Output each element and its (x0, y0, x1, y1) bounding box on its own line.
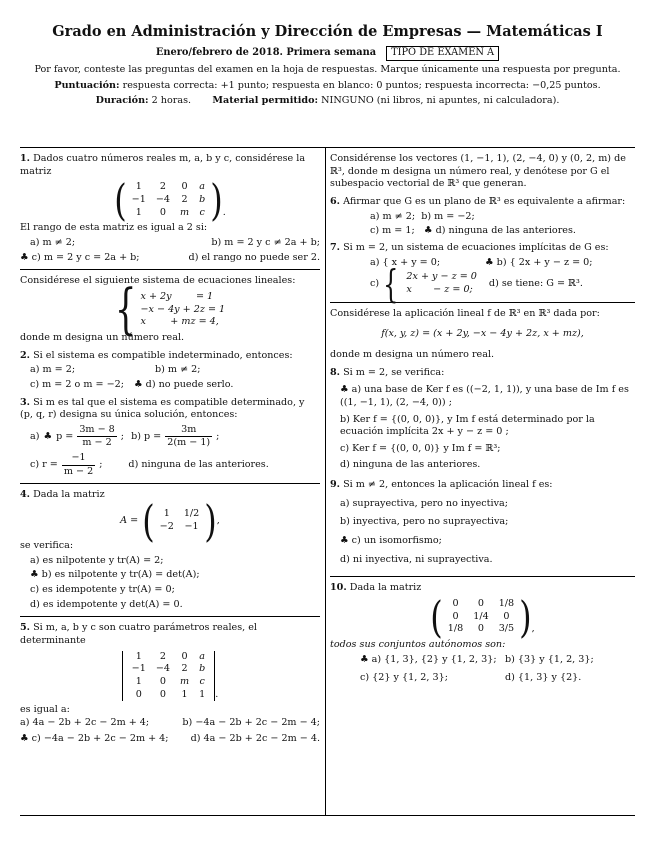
m5-cell: 2 (181, 663, 188, 675)
system-row-2: −x − 4y + 2z = 1 (140, 303, 226, 315)
m5-cell: 0 (181, 650, 188, 662)
m5-cell: 1 (181, 688, 188, 700)
m10-cell: 1/8 (498, 598, 515, 610)
m4-cell: −1 (184, 521, 199, 533)
q8-text: Si m = 2, se verifica: (343, 366, 445, 378)
exam-header (0, 22, 655, 108)
q4-matrix-table (155, 508, 205, 533)
m5-cell: −1 (131, 663, 146, 675)
right-column (330, 153, 635, 687)
q8-option-a: a) una base de Ker f es ((−2, 1, 1)), y una base de Im f es ((1, −1, 1), (2, −4, 0)) ; (340, 384, 629, 408)
lin-after: donde m designa un número real. (330, 348, 495, 360)
q4-after: se verifica: (20, 540, 74, 552)
q7-option-a: a) { x + y = 0; (370, 256, 441, 268)
m5-cell: b (199, 663, 206, 675)
m4-cell: 1/2 (183, 508, 200, 520)
q1-option-d: d) el rango no puede ser 2. (188, 251, 320, 263)
question-5 (20, 622, 320, 745)
club-icon (134, 379, 143, 390)
q6-text: Afirmar que G es un plano de ℝ³ es equivalente a afirmar: (343, 195, 626, 207)
q1-option-a: a) m ≠ 2; (30, 236, 76, 248)
q4-matrix: A = ( 1 1/2 −2 −1 ) , (120, 495, 220, 547)
duration-text: 2 horas. (151, 95, 192, 107)
q1-option-c: c) m = 2 y c = 2a + b; (31, 251, 140, 263)
system-equations: { x + 2y = 1 −x − 4y + 2z = 1 x + mz = 4, (114, 277, 226, 342)
lin-formula: f(x, y, z) = (x + 2y, −x − 4y + 2z, x + mz), (381, 328, 584, 340)
q6-option-c: c) m = 1; (370, 225, 415, 237)
m10-cell: 1/4 (473, 610, 489, 622)
club-icon (20, 252, 29, 263)
q9-number: 9. (330, 479, 341, 491)
q5-option-c: c) −4a − 2b + 2c − 2m + 4; (31, 732, 169, 744)
q3-text: Si m es tal que el sistema es compatible determinado, y (p, q, r) designa su única solución, entonces: (20, 396, 305, 421)
q3-option-d: d) ninguna de las anteriores. (128, 458, 269, 470)
q5-text: Si m, a, b y c son cuatro parámetros reales, el determinante (20, 622, 257, 647)
q8-option-d: d) ninguna de las anteriores. (340, 459, 481, 471)
linear-map-statement (330, 308, 635, 362)
q3-option-a: a) (30, 430, 40, 442)
q5-option-b: b) −4a − 2b + 2c − 2m − 4; (182, 716, 320, 728)
q10-option-d: d) {1, 3} y {2}. (505, 672, 582, 684)
q6-number: 6. (330, 195, 341, 207)
q7-option-c: c) (370, 277, 380, 289)
q6-option-b: b) m = −2; (421, 210, 475, 222)
q4-lhs: A = (120, 514, 139, 526)
q9-option-b: b) inyectiva, pero no suprayectiva; (340, 516, 509, 528)
q3-a-denominator: m − 2 (82, 437, 112, 449)
scoring-text: respuesta correcta: +1 punto; respuesta en blanco: 0 puntos; respuesta incorrecta: −0,25 puntos. (122, 79, 601, 91)
m4-cell: −2 (159, 521, 174, 533)
m5-cell: 0 (135, 688, 142, 700)
q4-option-c: c) es idempotente y tr(A) = 0; (30, 584, 175, 596)
question-8 (330, 367, 635, 473)
q7-c-line-2: x − z = 0; (406, 283, 473, 295)
q6-option-d: d) ninguna de las anteriores. (435, 225, 576, 237)
q8-option-c: c) Ker f = {(0, 0, 0)} y Im f = ℝ³; (340, 442, 501, 454)
question-2 (20, 350, 320, 392)
m5-cell: 2 (159, 650, 166, 662)
m1-cell: m (179, 206, 190, 218)
q3-b-numerator: 3m (165, 424, 212, 438)
m10-cell: 0 (503, 610, 510, 622)
q3-a-lhs: p = (56, 430, 74, 442)
material-label: Material permitido: (212, 95, 319, 107)
q3-option-c: c) r = (30, 458, 58, 470)
q2-option-a: a) m = 2; (30, 364, 76, 376)
q7-number: 7. (330, 241, 341, 253)
duration-label: Duración: (95, 95, 149, 107)
bottom-rule (20, 815, 635, 816)
club-icon (485, 257, 494, 268)
q2-number: 2. (20, 349, 31, 361)
q7-c-line-1: 2x + y − z = 0 (406, 271, 477, 283)
m1-cell: 1 (135, 206, 142, 218)
exam-type-badge: TIPO DE EXAMEN A (386, 46, 499, 61)
q1-option-b: b) m = 2 y c ≠ 2a + b; (211, 236, 320, 248)
club-icon (360, 654, 369, 665)
club-icon (340, 535, 349, 546)
m10-cell: 3/5 (498, 623, 515, 635)
lin-text: Considérese la aplicación lineal f de ℝ³ en ℝ³ dada por: (330, 307, 600, 319)
m1-cell: −4 (155, 193, 170, 205)
m1-cell: b (199, 193, 206, 205)
q10-number: 10. (330, 582, 347, 594)
q1-matrix-table (127, 181, 211, 219)
q9-option-d: d) ni inyectiva, ni suprayectiva. (340, 553, 493, 565)
material-text: NINGUNO (ni libros, ni apuntes, ni calculadora). (321, 95, 560, 107)
q2-text: Si el sistema es compatible indeterminado, entonces: (33, 349, 293, 361)
q4-number: 4. (20, 489, 31, 501)
q9-text: Si m ≠ 2, entonces la aplicación lineal f es: (343, 479, 553, 491)
m1-cell: 2 (181, 193, 188, 205)
q3-c-denominator: m − 2 (63, 465, 94, 477)
m5-cell: 0 (159, 676, 166, 687)
m1-cell: 2 (159, 181, 166, 193)
m10-cell: 0 (452, 598, 459, 610)
left-column (20, 153, 320, 745)
q9-option-c: c) un isomorfismo; (351, 535, 442, 547)
m5-cell: 1 (199, 688, 206, 700)
q2-option-c: c) m = 2 o m = −2; (30, 378, 124, 390)
q10-option-b: b) {3} y {1, 2, 3}; (505, 653, 594, 665)
system-row-3: x + mz = 4, (140, 316, 219, 328)
q5-number: 5. (20, 622, 31, 634)
q3-option-b: b) p = (131, 430, 162, 442)
q10-option-c: c) {2} y {1, 2, 3}; (360, 672, 448, 684)
q10-after: todos sus conjuntos autónomos son: (330, 639, 506, 651)
club-icon (43, 431, 52, 444)
m10-cell: 0 (477, 623, 485, 635)
q3-a-numerator: 3m − 8 (77, 424, 116, 438)
club-icon (340, 384, 349, 395)
instructions: Por favor, conteste las preguntas del examen en la hoja de respuestas. Marque únicamente una respuesta por pregunta. (34, 64, 621, 76)
m10-cell: 0 (477, 598, 485, 610)
m1-cell: 0 (159, 206, 166, 218)
question-6 (330, 196, 635, 238)
m5-cell: 1 (135, 676, 142, 687)
exam-title: Grado en Administración y Dirección de Empresas — Matemáticas I (52, 23, 603, 40)
m1-cell: 1 (135, 181, 142, 193)
q2-option-b: b) m ≠ 2; (155, 364, 201, 376)
q4-option-d: d) es idempotente y det(A) = 0. (30, 598, 183, 610)
q1-number: 1. (20, 153, 31, 164)
m5-cell: 1 (135, 650, 142, 662)
m4-cell: 1 (163, 508, 170, 520)
q10-matrix: ( 0 0 1/8 0 1/4 0 1/8 0 3/5 ) , (430, 591, 535, 643)
m5-cell: 0 (159, 688, 166, 700)
q4-option-a: a) es nilpotente y tr(A) = 2; (30, 554, 164, 566)
m10-cell: 1/8 (447, 623, 464, 635)
q3-c-numerator: −1 (62, 452, 95, 466)
m5-cell: c (199, 676, 205, 687)
q5-option-a: a) 4a − 2b + 2c − 2m + 4; (20, 716, 150, 728)
question-3: 3. Si m es tal que el sistema es compatible determinado, y (p, q, r) designa su única solución, entonces: a) ♣ p = $\frac{3m - 8}{m - 2}$ ; b) p = $\frac{3m}{2(m - 1)}$ ; c) r = $\frac{-1}{m - 2}$ ; d) ninguna de las anteriores. (20, 397, 320, 479)
q2-option-d: d) no puede serlo. (145, 378, 234, 390)
m1-cell: 0 (181, 181, 188, 193)
club-icon (30, 569, 39, 580)
column-divider (325, 147, 326, 815)
q4-text: Dada la matriz (33, 489, 105, 501)
q8-option-b: b) Ker f = {(0, 0, 0)}, y Im f está determinado por la ecuación implícita 2x + y − z = 0 ; (340, 413, 595, 438)
m5-cell: m (179, 676, 190, 687)
q1-matrix: ( 1 2 0 a −1 −4 2 b 1 0 m c ) . (114, 174, 226, 226)
q9-option-a: a) suprayectiva, pero no inyectiva; (340, 497, 508, 509)
q5-option-d: d) 4a − 2b + 2c − 2m − 4. (190, 732, 320, 744)
question-1 (20, 153, 320, 264)
scoring-label: Puntuación: (54, 79, 120, 91)
question-10 (330, 582, 635, 685)
q3-b-denominator: 2(m − 1) (167, 437, 211, 449)
system-after: donde m designa un número real. (20, 331, 185, 343)
q4-option-b: b) es nilpotente y tr(A) = det(A); (41, 569, 200, 581)
system-intro: Considérese el siguiente sistema de ecuaciones lineales: (20, 275, 296, 287)
vectors-statement: Considérense los vectores (1, −1, 1), (2, −4, 0) y (0, 2, m) de ℝ³, donde m designa un número real, y denótese por G el subespacio vectorial de ℝ³ que generan. (330, 153, 626, 190)
m5-cell: −4 (155, 663, 170, 675)
q1-after: El rango de esta matriz es igual a 2 si: (20, 222, 208, 234)
q10-text: Dada la matriz (349, 582, 422, 594)
q8-number: 8. (330, 366, 341, 378)
q5-determinant: 1 2 0 a −1 −4 2 b 1 0 m c 0 0 1 1 . (122, 651, 219, 702)
m1-cell: a (199, 181, 206, 193)
q1-text: Dados cuatro números reales m, a, b y c, considérese la matriz (20, 153, 306, 177)
q10-matrix-table (443, 598, 519, 636)
q3-number: 3. (20, 396, 31, 408)
q7-text: Si m = 2, un sistema de ecuaciones implícitas de G es: (343, 241, 609, 253)
m1-cell: −1 (131, 193, 146, 205)
club-icon (424, 225, 433, 236)
q7-option-b: b) { 2x + y − z = 0; (496, 256, 593, 268)
question-7: 7. Si m = 2, un sistema de ecuaciones implícitas de G es: a) { x + y = 0; ♣ b) { 2x + y − z = 0; c) { 2x + y − z = 0 x − z = 0; d) se tiene: G = ℝ³. (330, 242, 635, 297)
exam-session: Enero/febrero de 2018. Primera semana (155, 47, 377, 59)
system-row-1: x + 2y = 1 (140, 290, 214, 302)
m5-cell: a (199, 650, 206, 662)
question-9 (330, 479, 635, 566)
q5-after: es igual a: (20, 704, 70, 716)
q5-matrix-table (127, 651, 211, 702)
q10-option-a: a) {1, 3}, {2} y {1, 2, 3}; (371, 653, 497, 665)
system-statement (20, 275, 320, 344)
q7-option-d: d) se tiene: G = ℝ³. (488, 277, 583, 289)
m10-cell: 0 (452, 610, 459, 622)
club-icon (20, 733, 29, 744)
m1-cell: c (199, 206, 205, 218)
question-4 (20, 489, 320, 611)
q6-option-a: a) m ≠ 2; (370, 210, 416, 222)
top-rule (20, 147, 635, 148)
